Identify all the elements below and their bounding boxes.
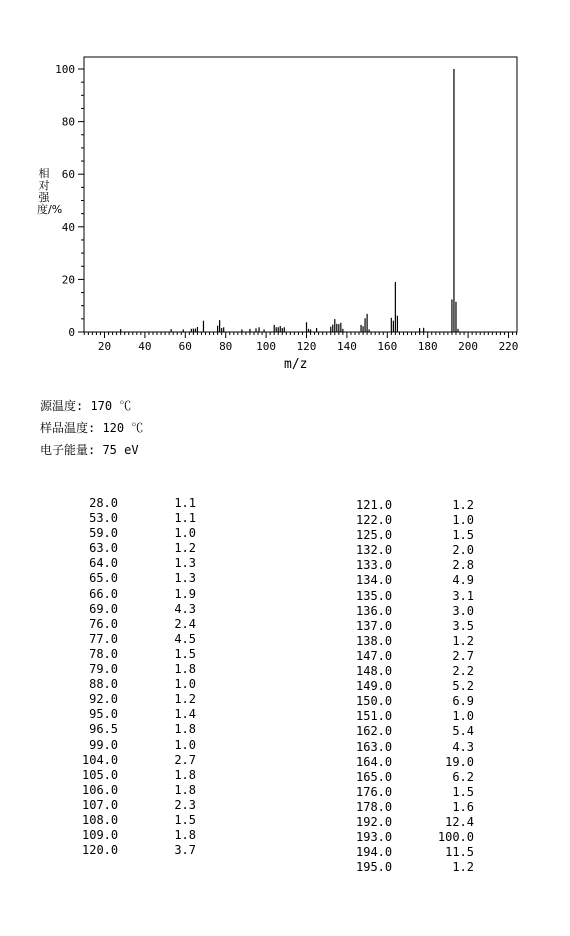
table-row (356, 528, 496, 543)
mz-value: 163.0 (356, 739, 393, 754)
mz-value: 138.0 (356, 633, 393, 648)
mz-value: 104.0 (82, 752, 119, 767)
abundance-value: 5.2 (452, 679, 474, 694)
mz-value: 164.0 (356, 754, 393, 769)
table-row (356, 573, 496, 588)
mz-value: 132.0 (356, 543, 393, 558)
y-tick-label: 40 (61, 220, 75, 234)
mz-value: 133.0 (356, 558, 393, 573)
x-tick-label: 160 (377, 340, 398, 353)
abundance-value: 1.1 (174, 511, 196, 526)
table-row (356, 543, 496, 558)
abundance-value: 1.0 (452, 513, 474, 528)
peak-table-left (82, 496, 222, 858)
mz-value: 64.0 (89, 556, 118, 571)
abundance-value: 1.8 (174, 767, 196, 782)
mz-value: 150.0 (356, 694, 393, 709)
abundance-value: 1.4 (174, 707, 196, 722)
x-tick-label: 200 (458, 340, 479, 353)
mz-value: 121.0 (356, 498, 393, 512)
table-row (82, 738, 222, 753)
y-tick-label: 0 (68, 326, 75, 339)
table-row (82, 798, 222, 813)
abundance-value: 2.3 (174, 797, 196, 812)
table-row (82, 692, 222, 707)
mz-value: 194.0 (356, 845, 393, 860)
abundance-value: 1.0 (174, 677, 196, 692)
table-row (356, 770, 496, 785)
x-tick-label: 20 (97, 340, 112, 353)
x-tick-label: 100 (256, 340, 277, 353)
mz-value: 108.0 (82, 812, 119, 827)
mz-value: 63.0 (89, 541, 118, 556)
abundance-value: 1.8 (174, 662, 196, 677)
abundance-value: 6.2 (452, 769, 474, 784)
x-tick-label: 120 (296, 340, 317, 353)
peak-table-right (356, 498, 496, 875)
mz-value: 66.0 (89, 586, 118, 601)
x-tick-label: 60 (178, 340, 192, 353)
mz-value: 192.0 (356, 814, 393, 829)
abundance-value: 2.8 (452, 558, 474, 573)
table-row (356, 800, 496, 815)
abundance-value: 1.2 (174, 692, 196, 707)
y-axis-label: 相对强度/% (37, 167, 63, 216)
table-row (356, 845, 496, 860)
x-tick-label: 80 (219, 340, 233, 353)
abundance-value: 3.0 (452, 603, 474, 618)
table-row (356, 589, 496, 604)
table-row (82, 541, 222, 556)
mz-value: 76.0 (89, 616, 118, 631)
table-row (356, 513, 496, 528)
x-tick-label: 140 (336, 340, 357, 353)
abundance-value: 1.3 (174, 556, 196, 571)
abundance-value: 2.2 (452, 664, 474, 679)
table-row (356, 649, 496, 664)
abundance-value: 1.5 (174, 812, 196, 827)
abundance-value: 1.6 (452, 799, 474, 814)
abundance-value: 4.3 (174, 601, 196, 616)
abundance-value: 1.8 (174, 782, 196, 797)
table-row (82, 587, 222, 602)
table-row (82, 783, 222, 798)
table-row (82, 556, 222, 571)
table-row (82, 602, 222, 617)
table-row (356, 709, 496, 724)
x-tick-label: 40 (138, 340, 152, 353)
table-row (356, 785, 496, 800)
table-row (82, 677, 222, 692)
mz-value: 147.0 (356, 648, 393, 663)
abundance-value: 1.2 (452, 860, 474, 875)
mz-value: 135.0 (356, 588, 393, 603)
abundance-value: 12.4 (445, 814, 474, 829)
table-row (82, 571, 222, 586)
x-axis-label: m/z (284, 357, 308, 372)
mz-value: 178.0 (356, 799, 393, 814)
abundance-value: 3.7 (174, 843, 196, 858)
abundance-value: 11.5 (445, 845, 474, 860)
mz-value: 107.0 (82, 797, 119, 812)
mz-value: 149.0 (356, 679, 393, 694)
table-row (82, 828, 222, 843)
abundance-value: 3.1 (452, 588, 474, 603)
mz-value: 88.0 (89, 677, 118, 692)
mz-value: 137.0 (356, 618, 393, 633)
table-row (356, 860, 496, 875)
table-row (356, 694, 496, 709)
mz-value: 79.0 (89, 662, 118, 677)
table-row (82, 511, 222, 526)
table-row (356, 830, 496, 845)
abundance-value: 1.8 (174, 828, 196, 843)
abundance-value: 1.3 (174, 571, 196, 586)
mz-value: 151.0 (356, 709, 393, 724)
mz-value: 193.0 (356, 830, 393, 845)
abundance-value: 4.9 (452, 573, 474, 588)
table-row (82, 753, 222, 768)
abundance-value: 1.2 (452, 498, 474, 512)
mz-value: 78.0 (89, 646, 118, 661)
mz-value: 165.0 (356, 769, 393, 784)
abundance-value: 1.2 (174, 541, 196, 556)
mz-value: 106.0 (82, 782, 119, 797)
mz-value: 69.0 (89, 601, 118, 616)
abundance-value: 1.0 (174, 526, 196, 541)
abundance-value: 1.5 (452, 784, 474, 799)
mz-value: 105.0 (82, 767, 119, 782)
table-row (356, 664, 496, 679)
table-row (82, 813, 222, 828)
mz-value: 96.5 (89, 722, 118, 737)
table-row (82, 632, 222, 647)
mz-value: 195.0 (356, 860, 393, 875)
mz-value: 92.0 (89, 692, 118, 707)
source-temperature: 源温度: 170 ℃ (40, 399, 132, 413)
table-row (82, 647, 222, 662)
mz-value: 28.0 (89, 496, 118, 510)
mz-value: 122.0 (356, 513, 393, 528)
mz-value: 125.0 (356, 528, 393, 543)
abundance-value: 1.5 (174, 646, 196, 661)
table-row (82, 722, 222, 737)
table-row (356, 815, 496, 830)
table-row (82, 617, 222, 632)
sample-temperature: 样品温度: 120 ℃ (40, 421, 144, 435)
abundance-value: 1.1 (174, 496, 196, 510)
mz-value: 65.0 (89, 571, 118, 586)
mz-value: 109.0 (82, 828, 119, 843)
abundance-value: 1.8 (174, 722, 196, 737)
mz-value: 134.0 (356, 573, 393, 588)
table-row (82, 707, 222, 722)
abundance-value: 2.0 (452, 543, 474, 558)
table-row (356, 498, 496, 513)
x-tick-label: 220 (498, 340, 519, 353)
mz-value: 136.0 (356, 603, 393, 618)
electron-energy: 电子能量: 75 eV (40, 443, 139, 457)
table-row (356, 634, 496, 649)
abundance-value: 1.0 (174, 737, 196, 752)
abundance-value: 100.0 (437, 830, 474, 845)
abundance-value: 5.4 (452, 724, 474, 739)
y-tick-label: 60 (61, 168, 75, 182)
abundance-value: 3.5 (452, 618, 474, 633)
table-row (356, 755, 496, 770)
table-row (356, 740, 496, 755)
mz-value: 59.0 (89, 526, 118, 541)
mz-value: 162.0 (356, 724, 393, 739)
mass-spectrum-chart (0, 0, 570, 380)
table-row (356, 679, 496, 694)
table-row (356, 558, 496, 573)
mz-value: 77.0 (89, 631, 118, 646)
abundance-value: 2.4 (174, 616, 196, 631)
abundance-value: 2.7 (174, 752, 196, 767)
abundance-value: 19.0 (445, 754, 474, 769)
mz-value: 176.0 (356, 784, 393, 799)
y-tick-label: 100 (55, 63, 75, 76)
mz-value: 120.0 (82, 843, 119, 858)
abundance-value: 1.2 (452, 633, 474, 648)
abundance-value: 2.7 (452, 648, 474, 663)
abundance-value: 4.3 (452, 739, 474, 754)
mz-value: 148.0 (356, 664, 393, 679)
mz-value: 53.0 (89, 511, 118, 526)
table-row (82, 768, 222, 783)
table-row (356, 619, 496, 634)
abundance-value: 4.5 (174, 631, 196, 646)
mz-value: 99.0 (89, 737, 118, 752)
abundance-value: 1.9 (174, 586, 196, 601)
y-tick-label: 80 (61, 115, 75, 129)
mz-value: 95.0 (89, 707, 118, 722)
table-row (356, 604, 496, 619)
y-tick-label: 20 (61, 273, 75, 287)
table-row (82, 843, 222, 858)
table-row (356, 724, 496, 739)
abundance-value: 1.5 (452, 528, 474, 543)
table-row (82, 662, 222, 677)
plot-frame (84, 57, 517, 332)
abundance-value: 1.0 (452, 709, 474, 724)
table-row (82, 526, 222, 541)
x-tick-label: 180 (417, 340, 438, 353)
abundance-value: 6.9 (452, 694, 474, 709)
table-row (82, 496, 222, 511)
